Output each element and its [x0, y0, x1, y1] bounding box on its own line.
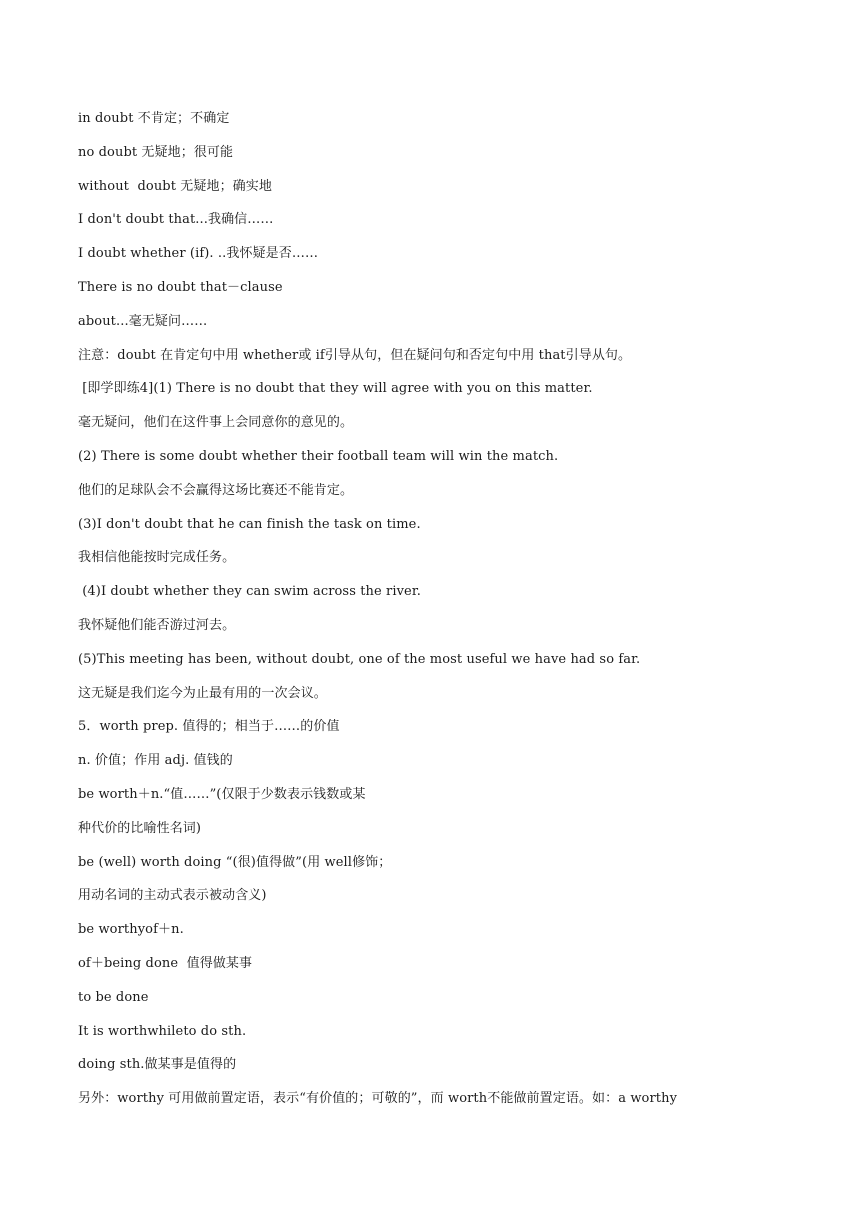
text-line: 用动名词的主动式表示被动含义) — [78, 888, 267, 904]
text-line: 注意：doubt 在肯定句中用 whether或 if引导从句，但在疑问句和否定句中用 that引导从句。 — [78, 347, 632, 363]
text-line: (3)I don't doubt that he can finish the task on time. — [78, 516, 421, 532]
text-line: 我怀疑他们能否游过河去。 — [78, 617, 236, 633]
text-line: 5．worth prep. 值得的；相当于……的价值 — [78, 719, 340, 735]
text-line: 这无疑是我们迄今为止最有用的一次会议。 — [78, 685, 327, 701]
text-line: (2) There is some doubt whether their football team will win the match. — [78, 448, 559, 464]
text-line: to be done — [78, 989, 149, 1005]
text-line: (5)This meeting has been, without doubt, one of the most useful we have had so far. — [78, 651, 641, 667]
text-line: about...毫无疑问…… — [78, 313, 208, 329]
text-line: 种代价的比喻性名词) — [78, 820, 202, 836]
text-line: I don't doubt that...我确信…… — [78, 212, 274, 228]
text-line: be (well) worth doing “(很)值得做”(用 well修饰； — [78, 854, 392, 870]
text-line: doing sth.做某事是值得的 — [78, 1057, 237, 1073]
text-line: 毫无疑问，他们在这件事上会同意你的意见的。 — [78, 415, 354, 431]
text-line: n. 价值；作用 adj. 值钱的 — [78, 753, 233, 769]
text-line: 另外：worthy 可用做前置定语，表示“有价值的；可敬的”，而 worth不能做前置定语。如：a worthy — [78, 1091, 678, 1107]
text-line: 他们的足球队会不会赢得这场比赛还不能肯定。 — [78, 482, 354, 498]
text-line: [即学即练4](1) There is no doubt that they will agree with you on this matter. — [78, 381, 593, 397]
text-line: in doubt 不肯定；不确定 — [78, 111, 230, 126]
text-line: (4)I doubt whether they can swim across the river. — [78, 584, 421, 600]
text-line: It is worthwhileto do sth. — [78, 1023, 247, 1039]
text-line: I doubt whether (if). ..我怀疑是否…… — [78, 246, 319, 262]
text-line: no doubt 无疑地；很可能 — [78, 144, 234, 160]
text-line: be worthyof＋n. — [78, 922, 184, 938]
text-line: There is no doubt that－clause — [78, 279, 283, 295]
text-line: be worth＋n.“值……”(仅限于少数表示钱数或某 — [78, 786, 366, 802]
text-line: of＋being done 值得做某事 — [78, 955, 253, 971]
text-line: without doubt 无疑地；确实地 — [78, 178, 272, 194]
text-line: 我相信他能按时完成任务。 — [78, 550, 236, 566]
document-body — [78, 108, 818, 1122]
